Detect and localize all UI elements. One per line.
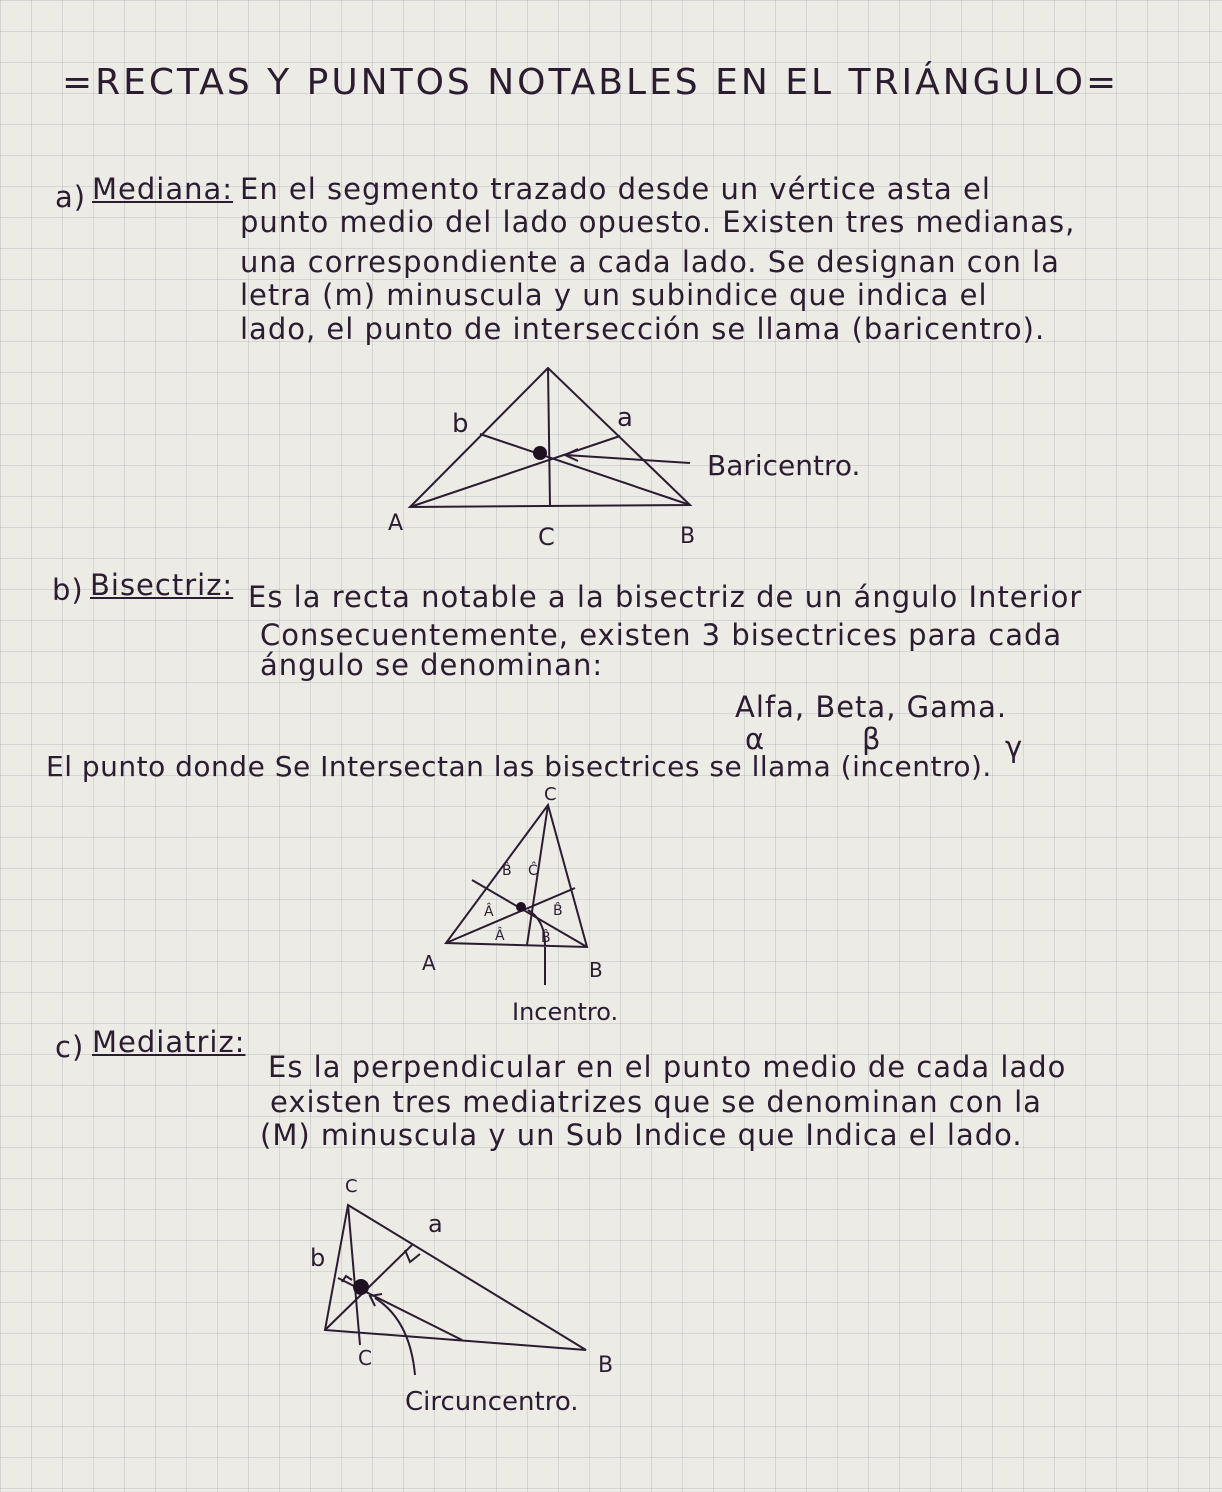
incentro-point (516, 902, 526, 912)
median-c (548, 368, 550, 506)
bisector-vertex-C: C (544, 784, 557, 805)
mediana-line-4: letra (m) minuscula y un subindice que indica el (240, 278, 988, 312)
greek-gamma: γ (1005, 730, 1024, 764)
median-vertex-B: B (680, 524, 696, 549)
mediatriz-line-1: Es la perpendicular en el punto medio de cada lado (268, 1050, 1067, 1084)
section-c-marker: c) (55, 1030, 85, 1064)
baricentro-point (533, 446, 547, 460)
bisector-vertex-B: B (589, 958, 603, 982)
mediana-line-1: En el segmento trazado desde un vértice asta el (240, 172, 991, 206)
angle-label-c-top: Ĉ (528, 863, 538, 879)
angle-label-b-bottom: B̂ (541, 930, 551, 946)
section-b-label: Bisectriz: (90, 568, 234, 602)
section-a-label: Mediana: (92, 172, 234, 206)
bisectriz-line-2: Consecuentemente, existen 3 bisectrices para cada (260, 618, 1063, 652)
greek-alpha: α (745, 722, 766, 756)
right-angle-mark-a (405, 1250, 420, 1262)
section-c-label: Mediatriz: (92, 1025, 246, 1059)
angle-label-a-left: Â (484, 904, 494, 920)
median-b (480, 434, 690, 505)
mediana-line-2: punto medio del lado opuesto. Existen tres medianas, (240, 205, 1076, 239)
baricentro-arrow (565, 455, 690, 463)
bisectriz-line-3: ángulo se denominan: (260, 648, 604, 682)
bisector-vertex-A: A (422, 951, 436, 975)
perp-label-a: a (428, 1210, 443, 1238)
perp-label-b: b (310, 1244, 326, 1272)
section-a-marker: a) (55, 180, 87, 214)
angle-label-a-bottom: Â (495, 928, 505, 944)
perp-vertex-B: B (598, 1353, 614, 1378)
mediatriz-line-3: (M) minuscula y un Sub Indice que Indica el lado. (260, 1118, 1023, 1152)
mediatriz-c (348, 1205, 360, 1345)
mediatriz-line-2: existen tres mediatrizes que se denominan con la (270, 1085, 1042, 1119)
median-label-b: b (452, 409, 469, 439)
incentro-label: Incentro. (512, 998, 619, 1026)
median-vertex-A: A (388, 511, 404, 536)
mediana-line-3: una correspondiente a cada lado. Se designan con la (240, 245, 1060, 279)
greek-beta: β (862, 722, 882, 756)
mediana-line-5: lado, el punto de intersección se llama (baricentro). (240, 312, 1046, 346)
angle-label-b-top: B̂ (502, 863, 512, 879)
perp-label-c: C (358, 1346, 372, 1370)
baricentro-label: Baricentro. (707, 449, 861, 482)
perp-triangle (325, 1205, 586, 1350)
page-title: =RECTAS Y PUNTOS NOTABLES EN EL TRIÁNGULO= (62, 62, 1120, 103)
angle-label-b-right: B̂ (553, 903, 563, 919)
median-label-a: a (617, 403, 633, 433)
bisectriz-line-1: Es la recta notable a la bisectriz de un ángulo Interior (248, 580, 1083, 614)
section-b-marker: b) (52, 573, 84, 607)
median-label-c: C (538, 523, 555, 551)
incentro-sentence: El punto donde Se Intersectan las bisectrices se llama (incentro). (46, 750, 992, 783)
greek-names: Alfa, Beta, Gama. (735, 690, 1008, 724)
perp-vertex-C: C (345, 1176, 358, 1197)
bisector-triangle (446, 805, 587, 947)
circuncentro-label: Circuncentro. (405, 1387, 579, 1417)
right-angle-mark-b (342, 1276, 352, 1282)
circuncentro-point (353, 1279, 369, 1295)
